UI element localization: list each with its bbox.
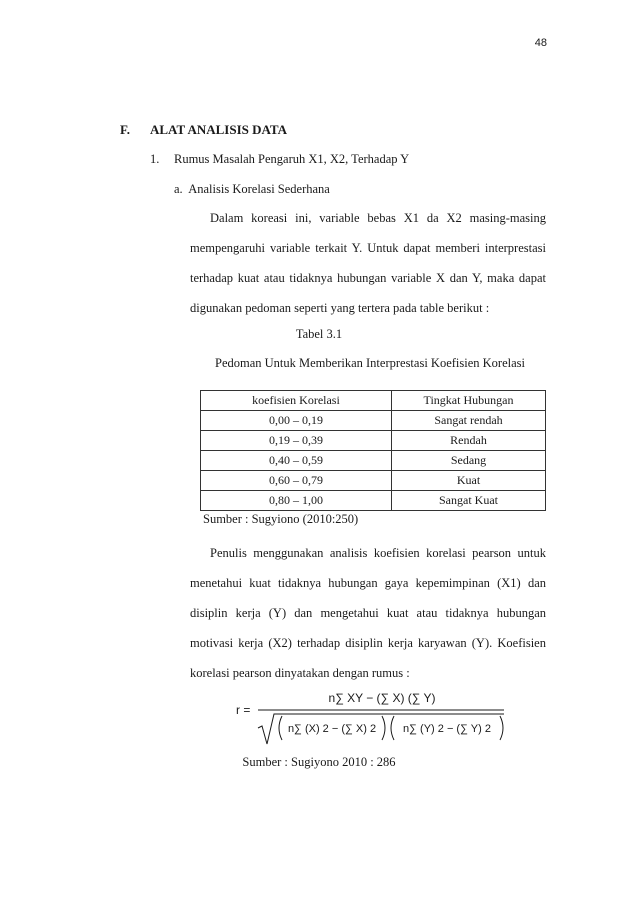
subitem-heading: a. Analisis Korelasi Sederhana [174,182,330,196]
table-row [201,431,546,451]
table-row [201,451,546,471]
formula-denominator-right: n∑ (Y) 2 − (∑ Y) 2 [403,723,491,735]
table-cell: 0,80 – 1,00 [201,491,392,511]
paragraph-line: mempengaruhi variable terkait Y. Untuk dapat memberi interprestasi [190,241,546,255]
pearson-formula [232,688,512,748]
table-cell: 0,19 – 0,39 [201,431,392,451]
table-source: Sumber : Sugyiono (2010:250) [203,512,359,526]
formula-numerator: n∑ XY − (∑ X) (∑ Y) [328,691,436,705]
paragraph-line: disiplin kerja (Y) dan mengetahui kuat atau tidaknya hubungan [190,606,546,620]
table-cell: Sangat rendah [392,411,546,431]
paragraph-line: Penulis menggunakan analisis koefisien korelasi pearson untuk [210,546,546,560]
table-row [201,411,546,431]
formula-source: Sumber : Sugiyono 2010 : 286 [242,755,396,769]
table-caption: Tabel 3.1 [295,327,343,341]
table-cell: 0,40 – 0,59 [201,451,392,471]
table-cell: Sedang [392,451,546,471]
correlation-table [200,390,546,511]
formula-denominator-left: n∑ (X) 2 − (∑ X) 2 [287,723,377,735]
table-header-row [201,391,546,411]
left-brace [279,716,282,740]
section-letter: F. [120,122,130,137]
paragraph-line: terhadap kuat atau tidaknya hubungan variable X dan Y, maka dapat [190,271,546,285]
right-brace-close [500,716,503,740]
table-cell: Sangat Kuat [392,491,546,511]
paragraph-line: menetahui kuat tidaknya hubungan gaya kepemimpinan (X1) dan [190,576,546,590]
table-cell: 0,60 – 0,79 [201,471,392,491]
item-number: 1. [150,152,160,166]
table-cell: 0,00 – 0,19 [201,411,392,431]
paragraph-line: digunakan pedoman seperti yang tertera pada table berikut : [190,301,490,315]
paragraph-line: motivasi kerja (X2) terhadap disiplin kerja karyawan (Y). Koefisien [190,636,546,650]
table-header-cell: Tingkat Hubungan [392,391,546,411]
paragraph-line: korelasi pearson dinyatakan dengan rumus : [190,666,410,680]
left-brace-close [382,716,385,740]
paragraph-intro [190,203,546,323]
table-cell: Kuat [392,471,546,491]
formula-lhs: r = [236,703,251,717]
table-cell: Rendah [392,431,546,451]
table-row [201,491,546,511]
table-title: Pedoman Untuk Memberikan Interprestasi Koefisien Korelasi [215,356,525,370]
table-header-cell: koefisien Korelasi [201,391,392,411]
section-title: ALAT ANALISIS DATA [150,122,288,137]
page-number: 48 [534,37,547,49]
table-row [201,471,546,491]
item-heading: Rumus Masalah Pengaruh X1, X2, Terhadap Y [174,152,410,166]
right-brace [391,716,394,740]
paragraph-line: Dalam koreasi ini, variable bebas X1 da X2 masing-masing [210,211,546,225]
paragraph-method [190,538,546,688]
